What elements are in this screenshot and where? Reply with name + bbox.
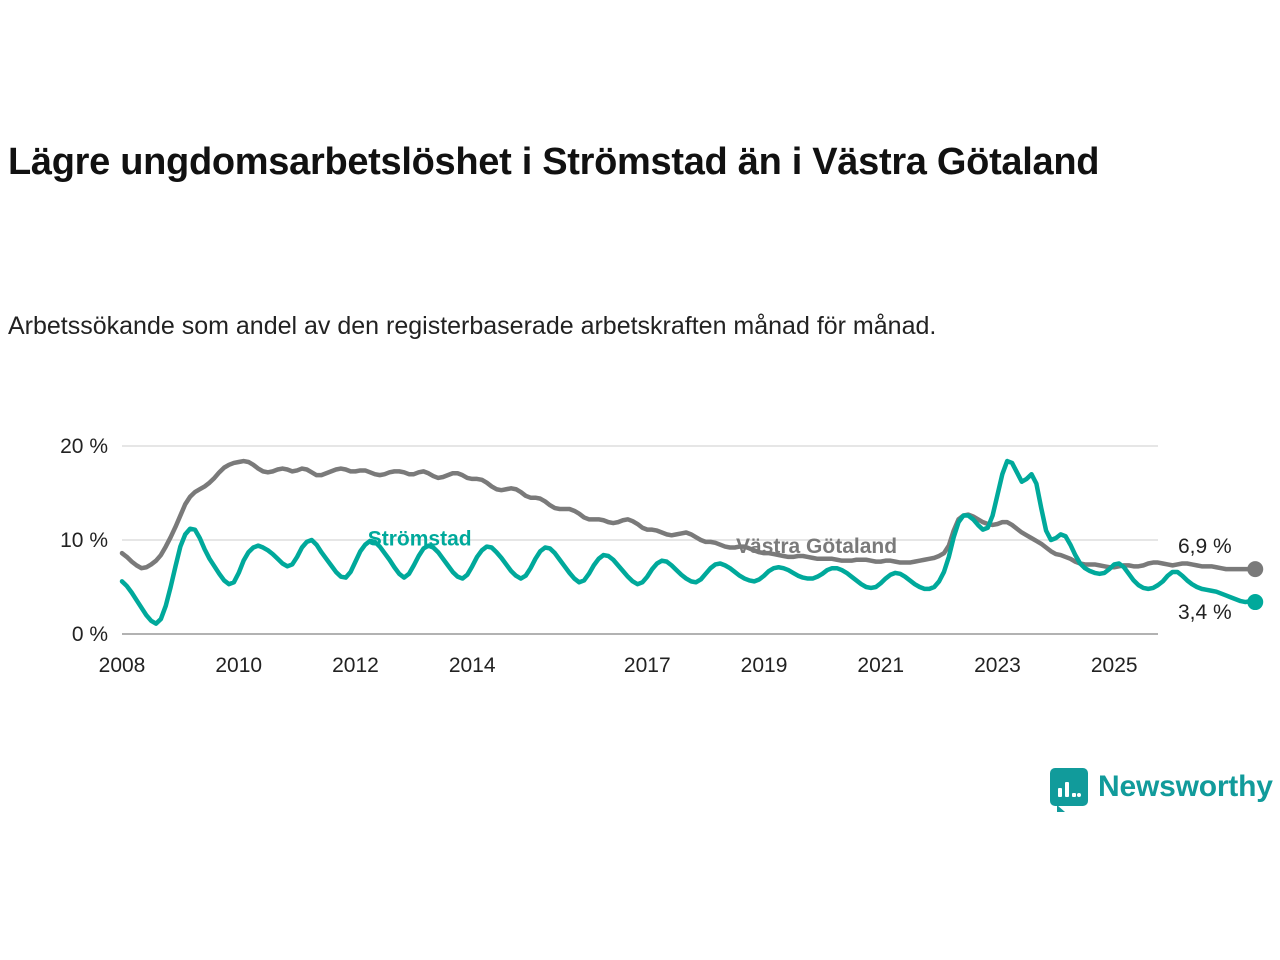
x-tick-label: 2019: [740, 654, 788, 677]
x-axis-tick-labels: [99, 654, 1138, 677]
x-tick-label: 2025: [1090, 654, 1138, 677]
series-end-marker: [1247, 594, 1263, 610]
brand-footer: [1050, 768, 1273, 806]
value-label: 3,4 %: [1178, 600, 1232, 624]
y-tick-label: 0 %: [71, 623, 108, 646]
x-tick-label: 2010: [215, 654, 263, 677]
x-tick-label: 2012: [332, 654, 379, 677]
chart-container: [0, 420, 1280, 710]
series-line: [122, 461, 1255, 569]
series-end-markers: [1247, 561, 1263, 610]
x-tick-label: 2017: [623, 654, 671, 677]
y-tick-label: 20 %: [60, 435, 108, 458]
line-chart: [0, 420, 1280, 710]
value-label: 6,9 %: [1178, 535, 1232, 559]
series-label: Västra Götaland: [736, 535, 898, 559]
series-end-marker: [1247, 561, 1263, 577]
page-subtitle: Arbetssökande som andel av den registerbaserade arbetskraften månad för månad.: [8, 312, 937, 340]
bar-chart-speech-bubble-icon: [1050, 768, 1088, 806]
series-line: [122, 461, 1255, 624]
x-tick-label: 2014: [448, 654, 496, 677]
x-tick-label: 2008: [98, 654, 146, 677]
series-label: Strömstad: [367, 527, 472, 551]
page-title: Lägre ungdomsarbetslöshet i Strömstad än i Västra Götaland: [8, 141, 1100, 183]
brand-name: Newsworthy: [1098, 770, 1273, 803]
y-tick-label: 10 %: [60, 529, 108, 552]
y-axis-tick-labels: [60, 435, 108, 646]
x-tick-label: 2021: [857, 654, 905, 677]
series-lines: [122, 461, 1255, 624]
x-tick-label: 2023: [974, 654, 1021, 677]
